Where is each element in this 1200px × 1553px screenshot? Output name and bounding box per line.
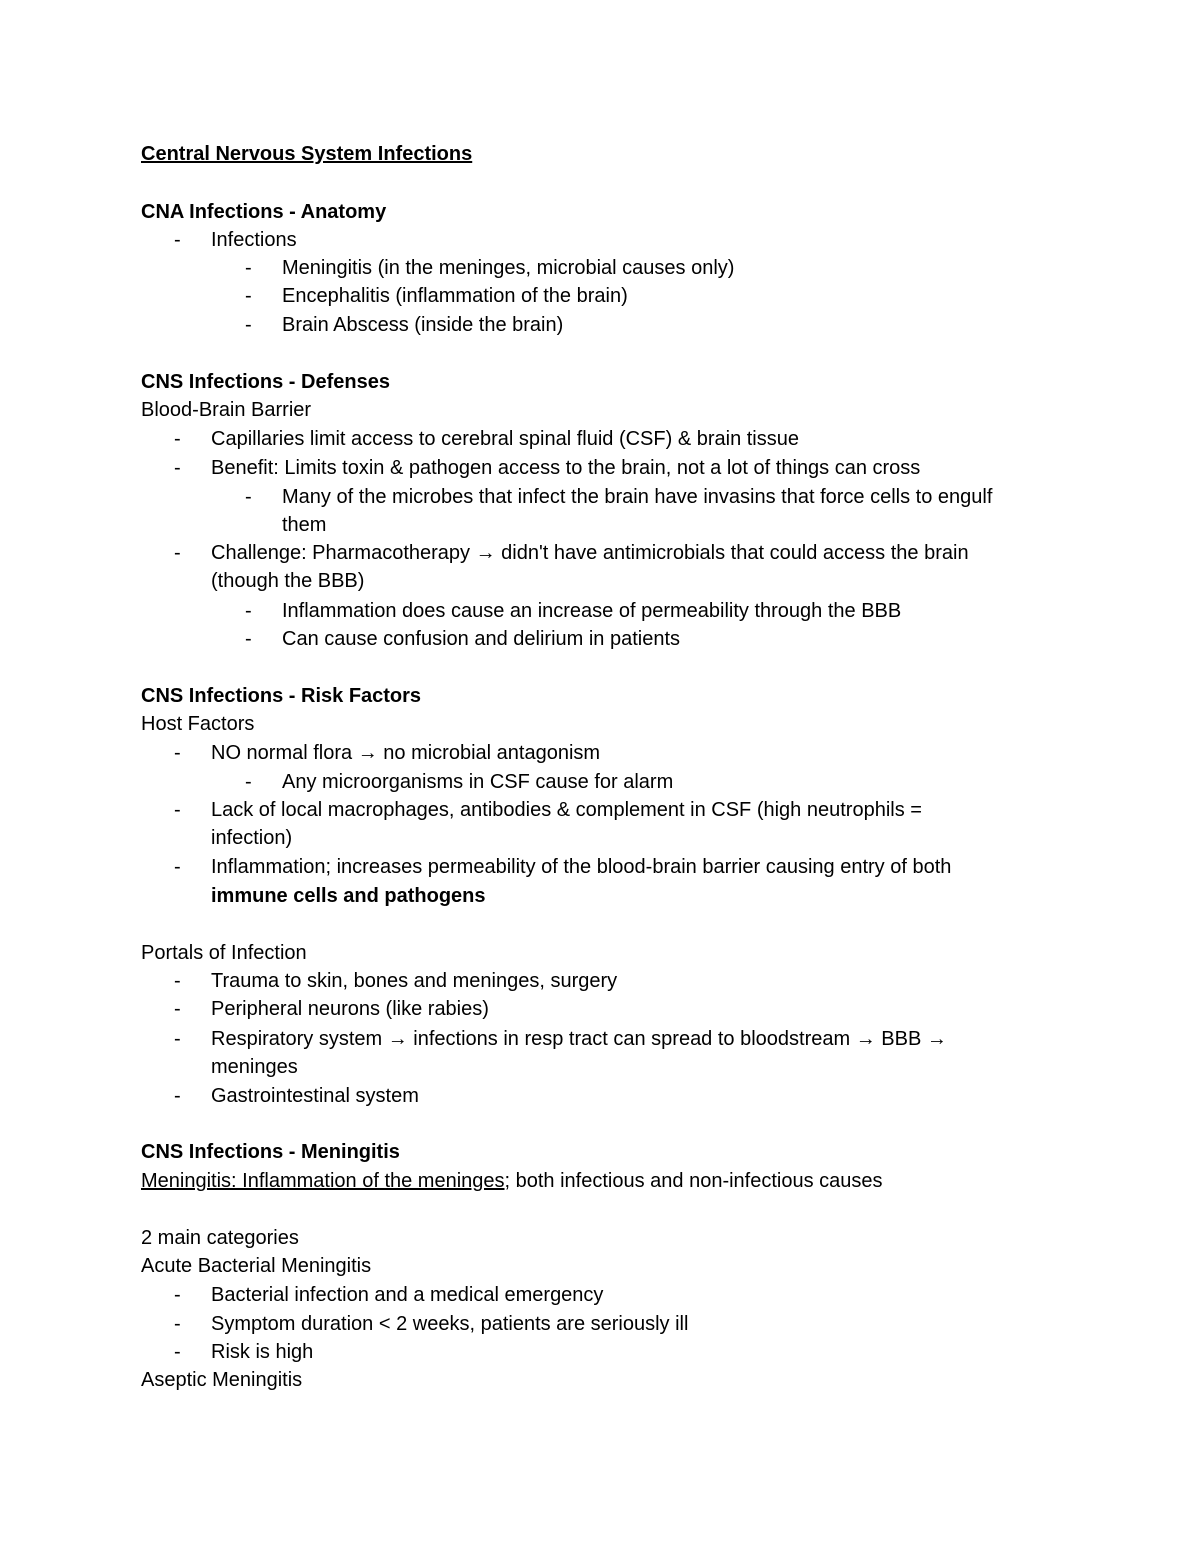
list-subitem: Can cause confusion and delirium in patients [282,628,681,650]
list-item: Trauma to skin, bones and meninges, surgery [211,970,618,992]
bullet-dash: - [245,257,252,279]
definition-term: Meningitis: Inflammation of the meninges [141,1170,505,1192]
list-item: Respiratory system → infections in resp tract can spread to bloodstream → BBB → [211,1028,947,1050]
list-item: Peripheral neurons (like rabies) [211,998,489,1020]
bullet-dash: - [245,628,252,650]
bullet-dash: - [245,600,252,622]
list-subitem: Encephalitis (inflammation of the brain) [282,285,628,307]
section-heading-meningitis: CNS Infections - Meningitis [141,1141,400,1163]
subheading-aseptic: Aseptic Meningitis [141,1369,303,1391]
bullet-dash: - [174,1341,181,1363]
list-item: Inflammation; increases permeability of the blood-brain barrier causing entry of both [211,856,952,878]
bullet-dash: - [174,998,181,1020]
definition-rest: ; both infectious and non-infectious causes [504,1170,883,1192]
bullet-dash: - [174,856,181,878]
list-item-continuation: infection) [211,827,293,849]
section-heading-defenses: CNS Infections - Defenses [141,371,390,393]
bullet-dash: - [174,542,181,564]
categories-line: 2 main categories [141,1227,299,1249]
subheading-acute: Acute Bacterial Meningitis [141,1255,372,1277]
bullet-dash: - [245,771,252,793]
list-subitem: Meningitis (in the meninges, microbial causes only) [282,257,735,279]
list-subitem: Inflammation does cause an increase of permeability through the BBB [282,600,902,622]
list-item: Risk is high [211,1341,314,1363]
bullet-dash: - [174,1313,181,1335]
list-subitem: Any microorganisms in CSF cause for alarm [282,771,674,793]
bullet-dash: - [245,314,252,336]
list-item-continuation-bold: immune cells and pathogens [211,885,486,907]
list-item-continuation: (though the BBB) [211,570,365,592]
definition-line [141,1167,883,1195]
bullet-dash: - [174,428,181,450]
document-title: Central Nervous System Infections [141,143,473,165]
list-item: Infections [211,229,297,251]
bullet-dash: - [245,285,252,307]
list-item: Challenge: Pharmacotherapy → didn't have antimicrobials that could access the brain [211,542,969,564]
list-item: Benefit: Limits toxin & pathogen access to the brain, not a lot of things can cross [211,457,921,479]
bullet-dash: - [174,1284,181,1306]
section-heading-risk-factors: CNS Infections - Risk Factors [141,685,422,707]
subheading-bbb: Blood-Brain Barrier [141,399,312,421]
list-item: Gastrointestinal system [211,1085,419,1107]
list-subitem: Brain Abscess (inside the brain) [282,314,564,336]
bullet-dash: - [245,486,252,508]
list-item: Lack of local macrophages, antibodies & complement in CSF (high neutrophils = [211,799,922,821]
list-item: Capillaries limit access to cerebral spinal fluid (CSF) & brain tissue [211,428,799,450]
bullet-dash: - [174,742,181,764]
subheading-host-factors: Host Factors [141,713,255,735]
bullet-dash: - [174,970,181,992]
list-item: NO normal flora → no microbial antagonism [211,742,601,764]
list-item-continuation: meninges [211,1056,298,1078]
list-item: Symptom duration < 2 weeks, patients are seriously ill [211,1313,689,1335]
list-item: Bacterial infection and a medical emergency [211,1284,604,1306]
bullet-dash: - [174,1028,181,1050]
subheading-portals: Portals of Infection [141,942,307,964]
bullet-dash: - [174,1085,181,1107]
section-heading-anatomy: CNA Infections - Anatomy [141,201,387,223]
list-subitem-continuation: them [282,514,327,536]
bullet-dash: - [174,799,181,821]
bullet-dash: - [174,229,181,251]
list-subitem: Many of the microbes that infect the brain have invasins that force cells to engulf [282,486,993,508]
bullet-dash: - [174,457,181,479]
